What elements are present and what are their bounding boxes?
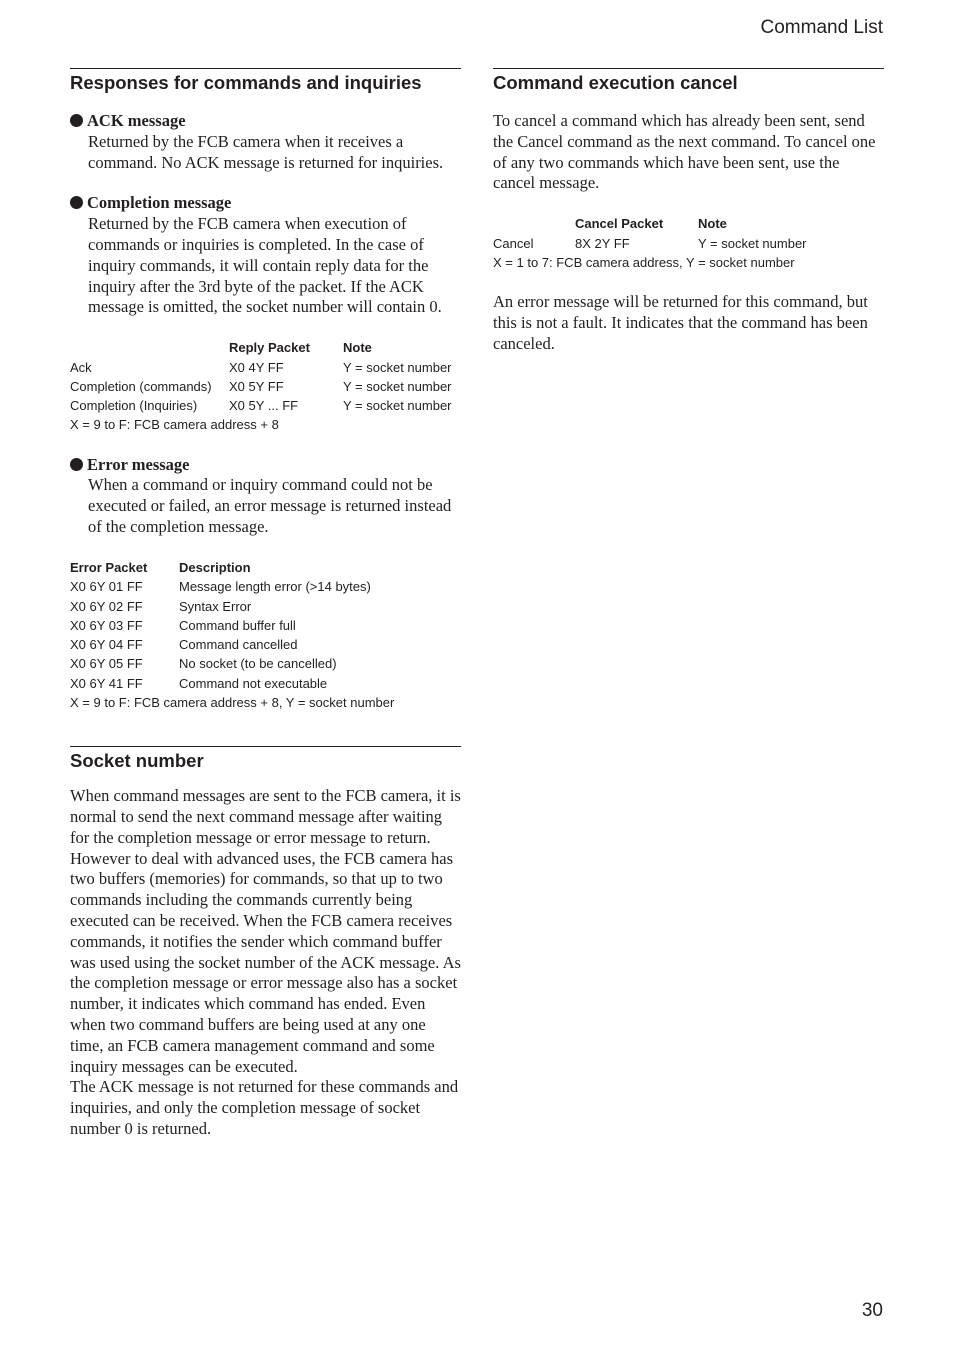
table-row (70, 396, 452, 415)
table-row (493, 233, 807, 252)
ack-message-title: ACK message (70, 111, 461, 132)
responses-heading: Responses for commands and inquiries (70, 68, 461, 94)
bullet-icon (70, 114, 83, 127)
table-cell: Message length error (>14 bytes) (179, 579, 371, 595)
table-header (493, 214, 575, 233)
error-packet-table (70, 558, 371, 693)
cancel-text-2: An error message will be returned for this command, but this is not a fault. It indicates that the command has been canceled. (493, 292, 868, 353)
table-row (70, 635, 371, 654)
table-cell: 8X 2Y FF (575, 235, 630, 251)
table-row (70, 357, 452, 376)
table-cell: X0 6Y 41 FF (70, 675, 143, 691)
socket-number-text-2: The ACK message is not returned for these commands and inquiries, and only the completion message of socket number 0 is returned. (70, 1077, 459, 1138)
table-header: Cancel Packet (575, 216, 664, 232)
left-column (70, 68, 461, 1140)
bullet-icon (70, 196, 83, 209)
table-cell: X0 4Y FF (229, 359, 284, 375)
table-row (70, 577, 371, 596)
error-message-title: Error message (70, 455, 461, 476)
table-cell: Syntax Error (179, 598, 252, 614)
completion-message-title: Completion message (70, 193, 461, 214)
page-number: 30 (861, 1300, 883, 1321)
table-row (70, 616, 371, 635)
table-row (70, 596, 371, 615)
ack-message-text: Returned by the FCB camera when it receives a command. No ACK message is returned for inquiries. (88, 131, 444, 172)
table-header-row (70, 558, 371, 577)
table-header: Description (179, 559, 251, 575)
table-header-row (493, 214, 807, 233)
table-cell: Y = socket number (698, 235, 807, 251)
table-cell: Command not executable (179, 675, 328, 691)
reply-table-note: X = 9 to F: FCB camera address + 8 (70, 417, 279, 433)
table-cell: Command buffer full (179, 617, 296, 633)
table-cell: Command cancelled (179, 637, 298, 653)
cancel-heading: Command execution cancel (493, 68, 884, 94)
table-cell: Completion (Inquiries) (70, 398, 198, 414)
table-header: Note (698, 216, 727, 232)
header-title: Command List (760, 17, 883, 38)
socket-number-heading: Socket number (70, 746, 461, 772)
table-cell: Y = socket number (343, 378, 452, 394)
table-cell: X0 5Y FF (229, 378, 284, 394)
table-cell: Y = socket number (343, 398, 452, 414)
table-cell: Completion (commands) (70, 378, 212, 394)
table-cell: X0 6Y 03 FF (70, 617, 143, 633)
table-header-row (70, 338, 452, 357)
table-cell: Y = socket number (343, 359, 452, 375)
bullet-icon (70, 458, 83, 471)
error-message-text: When a command or inquiry command could not be executed or failed, an error message is returned instead of the completion message. (88, 475, 452, 537)
table-row (70, 377, 452, 396)
socket-number-text: When command messages are sent to the FCB camera, it is normal to send the next command message after waiting for the completion message or error message to return. However to deal with advanced uses, the FCB camera has two buffers (memories) for commands, so that up to two commands including the commands currently being executed can be received. When the FCB camera receives commands, it notifies the sender which command buffer was used using the socket number of the ACK message. As the completion message or error message also has a socket number, it indicates which command has ended. Even when two command buffers are being used at any one time, an FCB camera management command and some inquiry messages can be executed. (70, 786, 461, 1076)
cancel-packet-table (493, 214, 807, 253)
table-header: Note (343, 340, 372, 356)
table-header: Error Packet (70, 559, 148, 575)
table-cell: X0 6Y 02 FF (70, 598, 143, 614)
table-cell: X0 6Y 04 FF (70, 637, 143, 653)
table-cell: X0 5Y ... FF (229, 398, 299, 414)
reply-packet-table (70, 338, 452, 415)
table-cell: No socket (to be cancelled) (179, 656, 337, 672)
table-cell: X0 6Y 01 FF (70, 579, 143, 595)
table-cell: Ack (70, 359, 92, 375)
table-row (70, 674, 371, 693)
table-cell: X0 6Y 05 FF (70, 656, 143, 672)
table-header: Reply Packet (229, 340, 310, 356)
table-cell: Cancel (493, 235, 534, 251)
cancel-text: To cancel a command which has already been sent, send the Cancel command as the next command. To cancel one of any two commands which have been sent, use the cancel message. (493, 111, 876, 193)
completion-message-text: Returned by the FCB camera when execution of commands or inquiries is completed. In the case of inquiry commands, it will contain reply data for the inquiry after the 3rd byte of the packet. If the ACK message is omitted, the socket number will contain 0. (88, 214, 442, 317)
table-row (70, 654, 371, 673)
right-column (493, 68, 884, 354)
table-header (70, 338, 229, 357)
cancel-table-note: X = 1 to 7: FCB camera address, Y = socket number (493, 254, 795, 270)
error-table-note: X = 9 to F: FCB camera address + 8, Y = socket number (70, 694, 395, 710)
